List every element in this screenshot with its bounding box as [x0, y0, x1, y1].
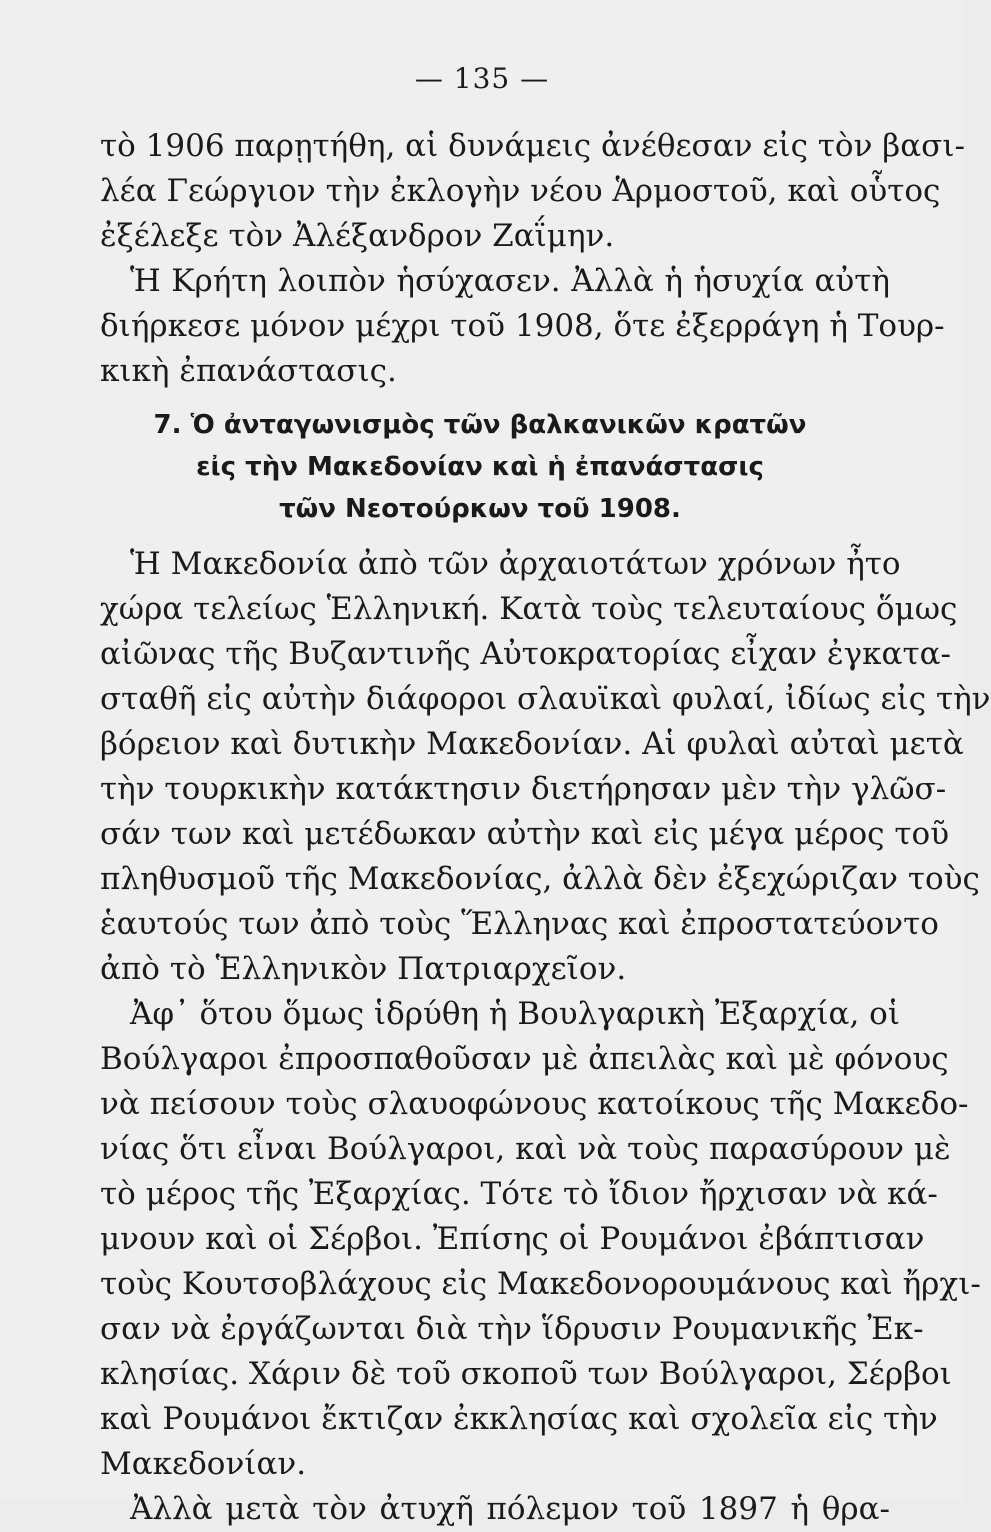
paragraph-macedonia	[100, 542, 991, 1532]
text-line: Μακεδονίαν.	[100, 1446, 307, 1482]
text-line: Ἡ Μακεδονία ἀπὸ τῶν ἀρχαιοτάτων χρόνων ἦτο	[130, 546, 901, 582]
heading-line: 7. Ὁ ἀνταγωνισμὸς τῶν βαλκανικῶν κρατῶν	[153, 410, 807, 440]
text-line: λέα Γεώργιον τὴν ἐκλογὴν νέου Ἁρμοστοῦ, καὶ οὗτος	[100, 173, 941, 209]
text-line: σταθῆ εἰς αὐτὴν διάφοροι σλαυϊκαὶ φυλαί, ἰδίως εἰς τὴν	[100, 681, 991, 717]
text-line: χώρα τελείως Ἑλληνική. Κατὰ τοὺς τελευταίους ὅμως	[100, 591, 958, 627]
text-line: τοὺς Κουτσοβλάχους εἰς Μακεδονορουμάνους καὶ ἤρχι-	[100, 1266, 981, 1302]
text-line: διήρκεσε μόνον μέχρι τοῦ 1908, ὅτε ἐξερράγη ἡ Τουρ-	[100, 308, 945, 344]
text-line: ἀπὸ τὸ Ἑλληνικὸν Πατριαρχεῖον.	[100, 951, 627, 987]
text-line: πληθυσμοῦ τῆς Μακεδονίας, ἀλλὰ δὲν ἐξεχώριζαν τοὺς	[100, 861, 980, 897]
text-line: σάν των καὶ μετέδωκαν αὐτὴν καὶ εἰς μέγα μέρος τοῦ	[100, 816, 950, 852]
text-line: Ἡ Κρήτη λοιπὸν ἡσύχασεν. Ἀλλὰ ἡ ἡσυχία αὐτὴ	[130, 263, 890, 299]
text-line: Ἀφ᾽ ὅτου ὅμως ἱδρύθη ἡ Βουλγαρικὴ Ἐξαρχία, οἱ	[130, 996, 900, 1032]
text-line: νίας ὅτι εἶναι Βούλγαροι, καὶ νὰ τοὺς παρασύρουν μὲ	[100, 1131, 951, 1167]
section-heading	[120, 404, 840, 530]
text-line: Ἀλλὰ μετὰ τὸν ἀτυχῆ πόλεμον τοῦ 1897 ἡ θρα-	[130, 1491, 890, 1527]
text-line: σαν νὰ ἐργάζωνται διὰ τὴν ἵδρυσιν Ρουμανικῆς Ἐκ-	[100, 1311, 924, 1347]
text-line: αἰῶνας τῆς Βυζαντινῆς Αὐτοκρατορίας εἶχαν ἐγκατα-	[100, 636, 952, 672]
text-line: τὸ μέρος τῆς Ἐξαρχίας. Τότε τὸ ἴδιον ἤρχισαν νὰ κά-	[100, 1176, 938, 1212]
heading-line: τῶν Νεοτούρκων τοῦ 1908.	[279, 494, 681, 524]
text-line: κλησίας. Χάριν δὲ τοῦ σκοποῦ των Βούλγαροι, Σέρβοι	[100, 1356, 952, 1392]
page-number: — 135 —	[414, 62, 550, 95]
text-line: ἐξέλεξε τὸν Ἀλέξανδρον Ζαΐμην.	[100, 218, 615, 254]
text-line: Βούλγαροι ἐπροσπαθοῦσαν μὲ ἀπειλὰς καὶ μὲ φόνους	[100, 1041, 949, 1077]
text-line: καὶ Ρουμάνοι ἔκτιζαν ἐκκλησίας καὶ σχολεῖα εἰς τὴν	[100, 1401, 938, 1437]
text-line: μνουν καὶ οἱ Σέρβοι. Ἐπίσης οἱ Ρουμάνοι ἐβάπτισαν	[100, 1221, 925, 1257]
text-line: κικὴ ἐπανάστασις.	[100, 353, 397, 389]
paragraph-crete	[100, 124, 965, 394]
heading-line: εἰς τὴν Μακεδονίαν καὶ ἡ ἐπανάστασις	[196, 452, 764, 482]
text-line: τὴν τουρκικὴν κατάκτησιν διετήρησαν μὲν τὴν γλῶσ-	[100, 771, 947, 807]
text-line: βόρειον καὶ δυτικὴν Μακεδονίαν. Αἱ φυλαὶ αὐταὶ μετὰ	[100, 726, 964, 762]
text-line: τὸ 1906 παρῃτήθη, αἱ δυνάμεις ἀνέθεσαν εἰς τὸν βασι-	[100, 128, 965, 164]
text-line: νὰ πείσουν τοὺς σλαυοφώνους κατοίκους τῆς Μακεδο-	[100, 1086, 969, 1122]
text-line: ἑαυτούς των ἀπὸ τοὺς Ἕλληνας καὶ ἐπροστατεύοντο	[100, 906, 939, 942]
